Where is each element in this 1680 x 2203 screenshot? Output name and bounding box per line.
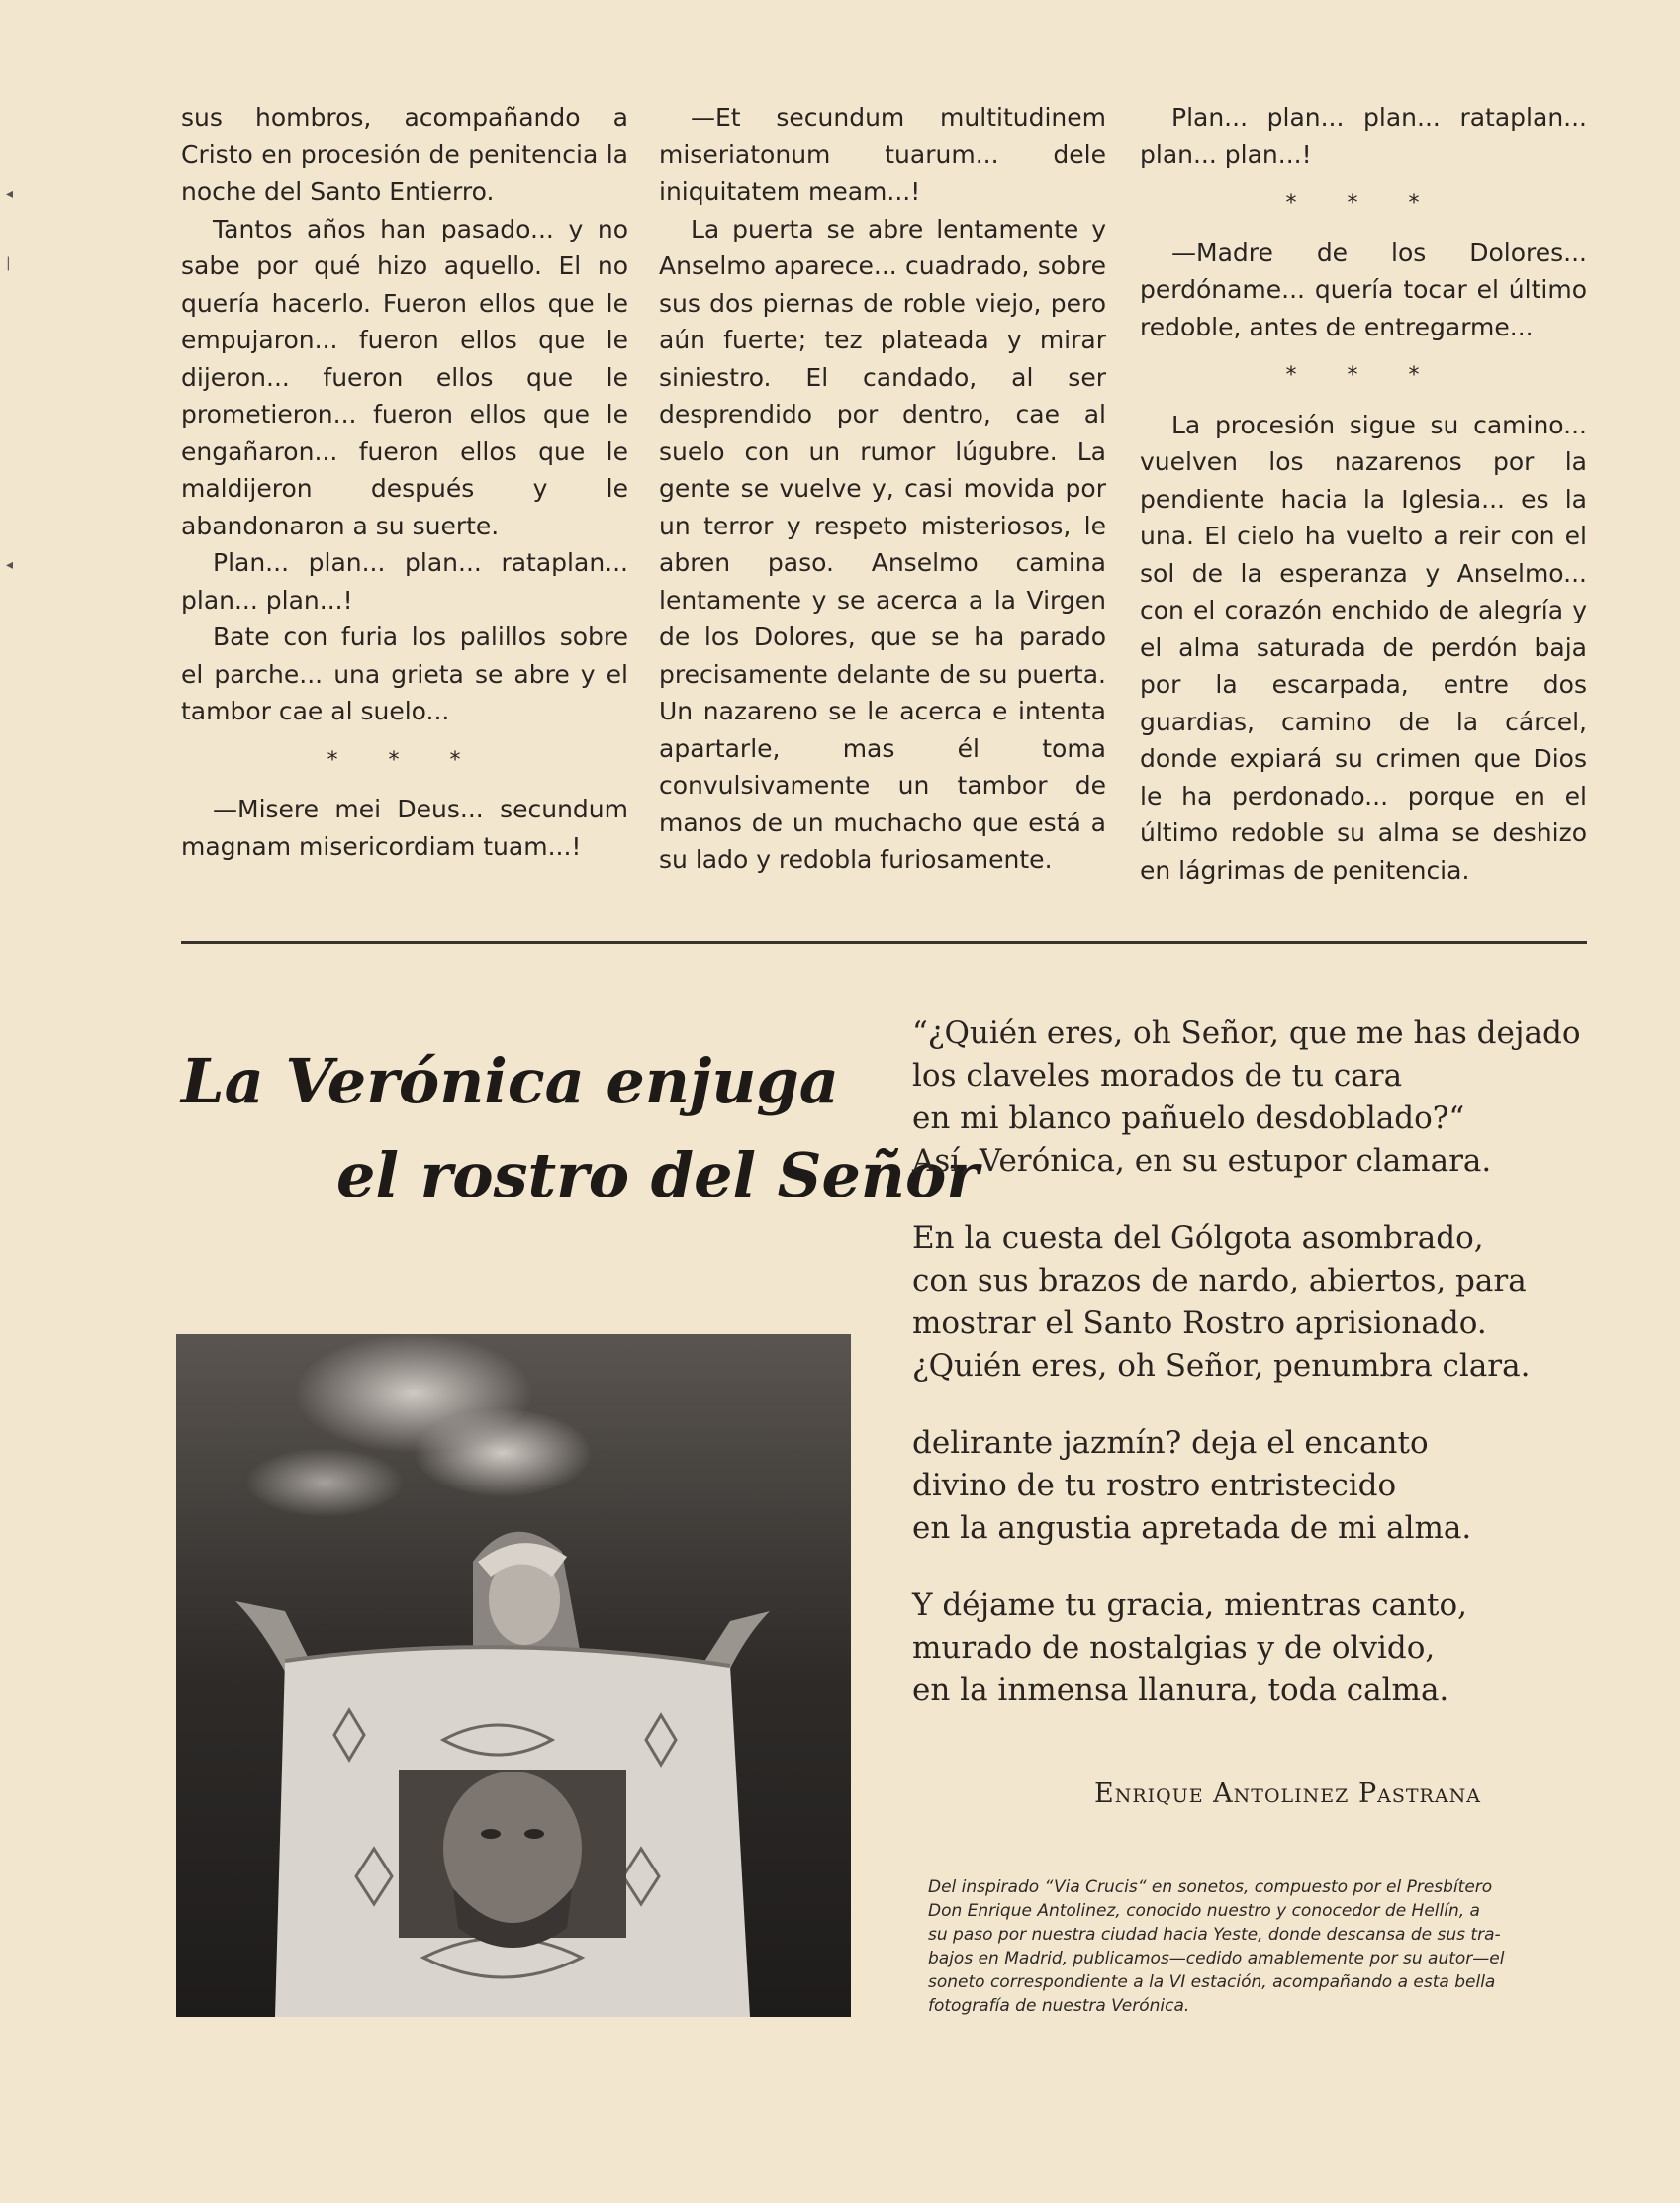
paragraph: —Misere mei Deus... secundum magnam misericordiam tuam...! (181, 795, 628, 861)
poem-title-line-2: el rostro del Señor (336, 1139, 980, 1211)
paragraph: sus hombros, acompañando a Cristo en procesión de penitencia la noche del Santo Entierro. (181, 103, 628, 206)
poem-line: ¿Quién eres, oh Señor, penumbra clara. (912, 1348, 1531, 1384)
poem-line: murado de nostalgias y de olvido, (912, 1630, 1436, 1666)
article-column-2 (659, 99, 1106, 879)
paragraph: —Madre de los Dolores... perdóname... quería tocar el último redoble, antes de entregarme... (1140, 238, 1587, 341)
poem-line: divino de tu rostro entristecido (912, 1468, 1397, 1503)
caption-line: fotografía de nuestra Verónica. (928, 1996, 1190, 2016)
poem-title-line-1: La Verónica enjuga (181, 1045, 839, 1117)
poem-line: “¿Quién eres, oh Señor, que me has dejado (912, 1015, 1581, 1051)
caption-line: Del inspirado “Via Crucis“ en sonetos, compuesto por el Presbítero (928, 1877, 1493, 1897)
poem-line: en la angustia apretada de mi alma. (912, 1510, 1472, 1546)
paragraph: Bate con furia los palillos sobre el parche... una grieta se abre y el tambor cae al suelo... (181, 623, 628, 725)
stanza (912, 1217, 1585, 1388)
poem-line: mostrar el Santo Rostro aprisionado. (912, 1305, 1487, 1341)
poem-line: Y déjame tu gracia, mientras canto, (912, 1587, 1468, 1623)
caption-line: Don Enrique Antolinez, conocido nuestro y conocedor de Hellín, a (928, 1901, 1480, 1921)
veronica-statue-image (176, 1334, 851, 2017)
poem-line: en mi blanco pañuelo desdoblado?“ (912, 1101, 1465, 1136)
caption-line: soneto correspondiente a la VI estación, acompañando a esta bella (928, 1972, 1496, 1992)
section-separator: * * * (1285, 191, 1442, 216)
poem-line: con sus brazos de nardo, abiertos, para (912, 1263, 1527, 1298)
section-separator: * * * (327, 747, 483, 773)
poem-line: delirante jazmín? deja el encanto (912, 1425, 1429, 1461)
article-column-1 (181, 99, 628, 865)
paragraph: Tantos años han pasado... y no sabe por qué hizo aquello. El no quería hacerlo. Fueron ellos que le empujaron... fueron ellos que le dijeron... fueron ellos que le prometieron... fueron ellos que le engañaron... fueron ellos que le maldijeron después y le abandonaron a su suerte. (181, 214, 628, 540)
poem-line: en la inmensa llanura, toda calma. (912, 1673, 1449, 1708)
scan-edge-mark: ◂ (6, 186, 14, 202)
stanza (912, 1422, 1585, 1550)
caption-line: su paso por nuestra ciudad hacia Yeste, donde descansa de sus tra- (928, 1925, 1501, 1945)
paragraph: La puerta se abre lentamente y Anselmo aparece... cuadrado, sobre sus dos piernas de roble viejo, pero aún fuerte; tez plateada y mirar siniestro. El candado, al ser desprendido por dentro, cae al suelo con un rumor lúgubre. La gente se vuelve y, casi movida por un terror y respeto misteriosos, le abren paso. Anselmo camina lentamente y se acerca a la Virgen de los Dolores, que se ha parado precisamente delante de su puerta. Un nazareno se le acerca e intenta apartarle, mas él toma convulsivamente un tambor de manos de un muchacho que está a su lado y redobla furiosamente. (659, 214, 1106, 874)
poem-line: Así, Verónica, en su estupor clamara. (912, 1143, 1492, 1179)
stanza (912, 1584, 1585, 1712)
paragraph: La procesión sigue su camino... vuelven los nazarenos por la pendiente hacia la Iglesia... es la una. El cielo ha vuelto a reir con el sol de la esperanza y Anselmo... con el corazón enchido de alegría y el alma saturada de perdón baja por la escarpada, entre dos guardias, camino de la cárcel, donde expiará su crimen que Dios le ha perdonado... porque en el último redoble su alma se deshizo en lágrimas de penitencia. (1140, 410, 1587, 885)
article-column-3 (1140, 99, 1587, 889)
poem-author: Enrique Antolinez Pastrana (1094, 1778, 1481, 1809)
photo-caption (928, 1875, 1587, 2018)
caption-line: bajos en Madrid, publicamos—cedido amablemente por su autor—el (928, 1949, 1505, 1968)
sonnet (912, 1012, 1585, 1747)
paragraph: Plan... plan... plan... rataplan... plan... plan...! (181, 548, 628, 615)
paragraph: Plan... plan... plan... rataplan... plan... plan...! (1140, 103, 1587, 169)
stanza (912, 1012, 1585, 1183)
veronica-photo (176, 1334, 851, 2017)
paragraph: —Et secundum multitudinem miseriatonum tuarum... dele iniquitatem meam...! (659, 103, 1106, 206)
scan-edge-mark: ◂ (6, 557, 14, 573)
poem-line: los claveles morados de tu cara (912, 1058, 1403, 1094)
section-divider (181, 941, 1587, 944)
poem-line: En la cuesta del Gólgota asombrado, (912, 1220, 1484, 1256)
scan-edge-mark: | (6, 255, 11, 271)
section-separator: * * * (1285, 363, 1442, 388)
